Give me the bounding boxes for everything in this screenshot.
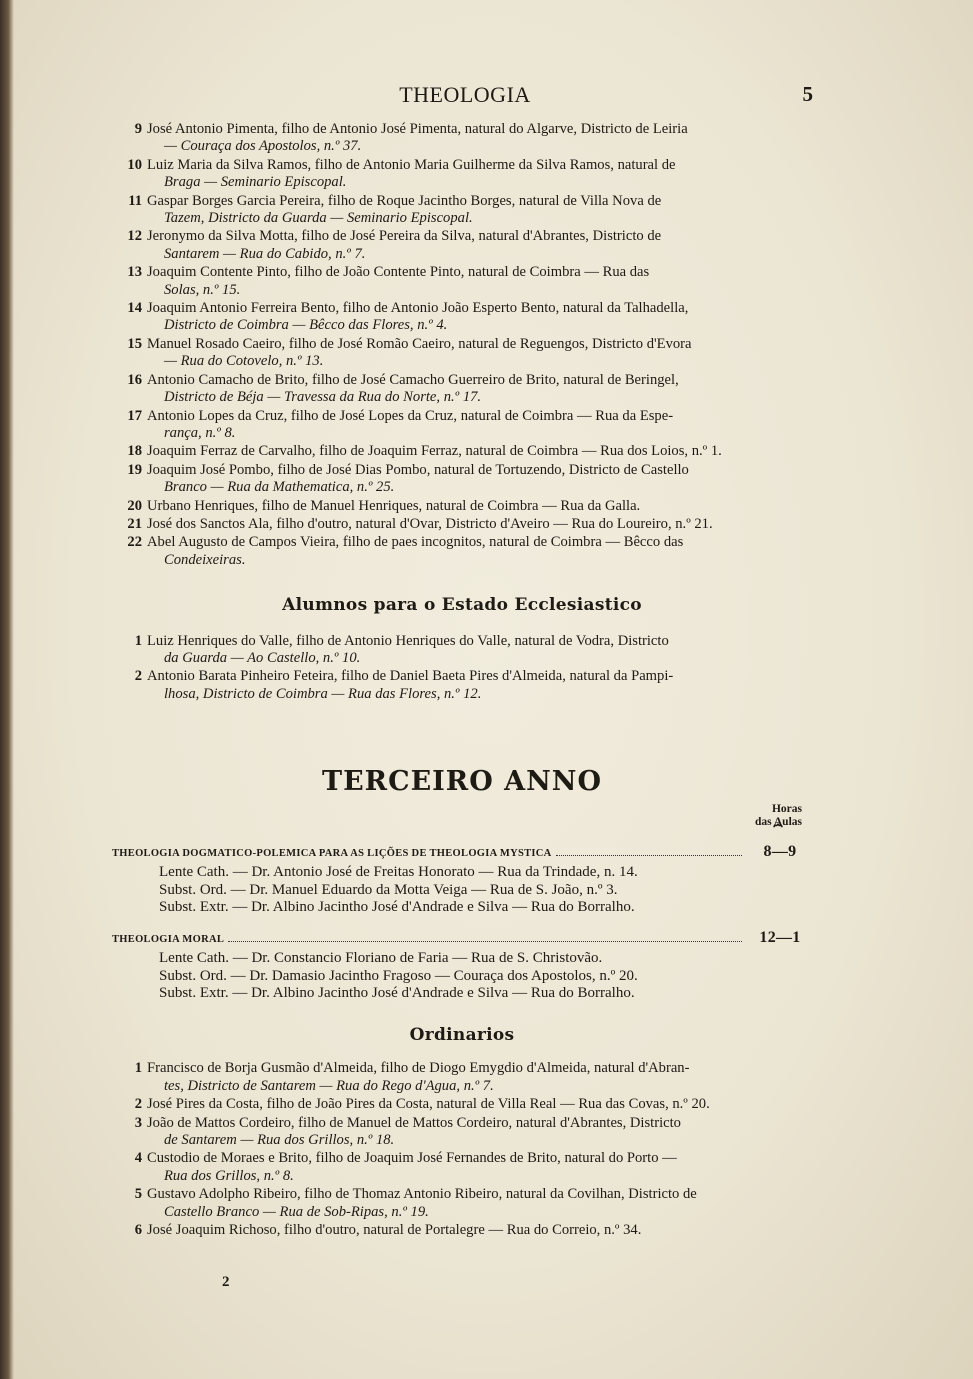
entry-text	[147, 516, 812, 533]
entry-name: Francisco de Borja Gusmão d'Almeida, filho de Diogo Emygdio d'Almeida, natural d'Abran-	[147, 1060, 690, 1077]
list-item	[112, 157, 812, 192]
entry-name: Luiz Maria da Silva Ramos, filho de Antonio Maria Guilherme da Silva Ramos, natural de	[147, 156, 676, 173]
entry-address: Braga — Seminario Episcopal.	[164, 174, 347, 191]
course-row	[112, 843, 812, 862]
entry-number: 14	[127, 300, 142, 317]
list-item	[112, 534, 812, 569]
entry-name: Gaspar Borges Garcia Pereira, filho de Roque Jacintho Borges, natural de Villa Nova de	[147, 192, 662, 209]
entry-number: 21	[127, 515, 142, 532]
list-item	[112, 668, 812, 703]
entry-name: Urbano Henriques, filho de Manuel Henriques, natural de Coimbra — Rua da Galla.	[147, 497, 641, 514]
entry-address: Districto de Béja — Travessa da Rua do Norte, n.º 17.	[164, 389, 482, 406]
entry-text	[147, 1186, 812, 1221]
staff-row: Lente Cath. — Dr. Constancio Floriano de Faria — Rua de S. Christovão.	[159, 950, 603, 967]
entry-address: da Guarda — Ao Castello, n.º 10.	[164, 649, 361, 666]
entry-number: 12	[127, 228, 142, 245]
list-item	[112, 462, 812, 497]
hours-label-2: das Aulas	[755, 815, 802, 828]
entry-address: tes, Districto de Santarem — Rua do Rego d'Agua, n.º 7.	[164, 1077, 494, 1094]
staff-row: Subst. Extr. — Dr. Albino Jacintho José d'Andrade e Silva — Rua do Borralho.	[159, 985, 635, 1002]
student-list-ordinarios	[112, 1060, 812, 1239]
entry-name: Joaquim Contente Pinto, filho de João Contente Pinto, natural de Coimbra — Rua das	[147, 264, 650, 281]
list-item	[112, 1060, 812, 1095]
entry-name: José dos Sanctos Ala, filho d'outro, natural d'Ovar, Districto d'Aveiro — Rua do Loureiro, n.º 21.	[147, 515, 713, 532]
entry-address: Castello Branco — Rua de Sob-Ripas, n.º 19.	[164, 1203, 429, 1220]
course-name: THEOLOGIA MORAL	[112, 933, 225, 945]
entry-name: Gustavo Adolpho Ribeiro, filho de Thomaz Antonio Ribeiro, natural da Covilhan, Districto de	[147, 1186, 697, 1203]
leader-dots	[556, 855, 742, 856]
entry-text	[147, 1096, 812, 1113]
list-item	[112, 1096, 812, 1113]
list-item	[112, 121, 812, 156]
hours-label: Horas	[771, 802, 802, 815]
entry-text	[147, 1150, 812, 1185]
entry-name: João de Mattos Cordeiro, filho de Manuel de Mattos Cordeiro, natural d'Abrantes, Districto	[147, 1114, 681, 1131]
entry-number: 17	[127, 407, 142, 424]
entry-number: 11	[128, 192, 142, 209]
entry-number: 6	[134, 1222, 142, 1239]
entry-text	[147, 228, 812, 263]
entry-name: José Joaquim Richoso, filho d'outro, natural de Portalegre — Rua do Correio, n.º 34.	[147, 1222, 642, 1239]
entry-name: José Pires da Costa, filho de João Pires da Costa, natural de Villa Real — Rua das Covas, n.º 20.	[147, 1096, 710, 1113]
entry-number: 13	[127, 264, 142, 281]
entry-text	[147, 462, 812, 497]
staff-row: Subst. Ord. — Dr. Damasio Jacintho Fragoso — Couraça dos Apostolos, n.º 20.	[159, 967, 638, 984]
entry-number: 2	[134, 1096, 142, 1113]
entry-address: Rua dos Grillos, n.º 8.	[164, 1167, 294, 1184]
entry-name: Joaquim Ferraz de Carvalho, filho de Joaquim Ferraz, natural de Coimbra — Rua dos Loios, n.º 1.	[147, 443, 722, 460]
entry-address: rança, n.º 8.	[164, 424, 236, 441]
list-item	[112, 336, 812, 371]
entry-name: Luiz Henriques do Valle, filho de Antonio Henriques do Valle, natural de Vodra, Districto	[147, 632, 669, 649]
list-item	[112, 498, 812, 515]
entry-address: Solas, n.º 15.	[164, 281, 241, 298]
entry-address: Santarem — Rua do Cabido, n.º 7.	[164, 245, 366, 262]
entry-address: Condeixeiras.	[164, 551, 246, 568]
brace-glyph: ⏞	[773, 824, 783, 841]
entry-text	[147, 193, 812, 228]
entry-number: 1	[134, 1060, 142, 1077]
entry-address: Districto de Coimbra — Bêcco das Flores, n.º 4.	[164, 317, 448, 334]
entry-text	[147, 264, 812, 299]
list-item	[112, 372, 812, 407]
section-title-ecclesiastico: Alumnos para o Estado Ecclesiastico	[282, 595, 642, 616]
list-item	[112, 408, 812, 443]
entry-number: 19	[127, 461, 142, 478]
entry-name: José Antonio Pimenta, filho de Antonio José Pimenta, natural do Algarve, Districto de Leiria	[147, 121, 688, 137]
page-number: 5	[802, 82, 813, 106]
entry-number: 15	[127, 335, 142, 352]
entry-text	[147, 668, 812, 703]
entry-text	[147, 121, 812, 156]
entry-number: 20	[127, 497, 142, 514]
page-body	[112, 121, 812, 1240]
entry-number: 4	[134, 1150, 142, 1167]
entry-address: Tazem, Districto da Guarda — Seminario Episcopal.	[164, 210, 473, 227]
entry-number: 16	[127, 371, 142, 388]
student-list-ecclesiastico	[112, 633, 812, 704]
staff-row: Lente Cath. — Dr. Antonio José de Freitas Honorato — Rua da Trindade, n. 14.	[159, 864, 638, 880]
entry-text	[147, 1060, 812, 1095]
entry-number: 22	[127, 534, 142, 551]
entry-name: Jeronymo da Silva Motta, filho de José Pereira da Silva, natural d'Abrantes, Districto de	[147, 228, 662, 245]
entry-text	[147, 372, 812, 407]
entry-text	[147, 1222, 812, 1239]
entry-text	[147, 300, 812, 335]
entry-number: 2	[134, 668, 142, 685]
list-item	[112, 1186, 812, 1221]
entry-address: — Rua do Cotovelo, n.º 13.	[164, 353, 324, 370]
entry-number: 18	[127, 443, 142, 460]
course-row	[112, 929, 812, 948]
entry-name: Antonio Barata Pinheiro Feteira, filho de Daniel Baeta Pires d'Almeida, natural da Pampi-	[147, 668, 674, 685]
entry-name: Manuel Rosado Caeiro, filho de José Romão Caeiro, natural de Reguengos, Districto d'Evora	[147, 335, 692, 352]
list-item	[112, 228, 812, 263]
list-item	[112, 264, 812, 299]
course-hours: 8—9	[763, 842, 797, 860]
entry-address: de Santarem — Rua dos Grillos, n.º 18.	[164, 1132, 395, 1148]
entry-text	[147, 498, 812, 515]
list-item	[112, 1150, 812, 1185]
entry-text	[147, 633, 812, 668]
course-hours: 12—1	[759, 928, 801, 946]
list-item	[112, 1115, 812, 1150]
staff-row: Subst. Ord. — Dr. Manuel Eduardo da Motta Veiga — Rua de S. João, n.º 3.	[159, 881, 618, 898]
entry-text	[147, 443, 812, 460]
entry-number: 1	[134, 632, 142, 649]
entry-name: Antonio Camacho de Brito, filho de José Camacho Guerreiro de Brito, natural de Beringel,	[147, 371, 679, 388]
entry-name: Antonio Lopes da Cruz, filho de José Lopes da Cruz, natural de Coimbra — Rua da Espe-	[147, 407, 674, 424]
list-item	[112, 300, 812, 335]
list-item	[112, 633, 812, 668]
entry-name: Joaquim Antonio Ferreira Bento, filho de Antonio João Esperto Bento, natural da Talhadella,	[147, 300, 689, 317]
course-staff	[112, 864, 812, 917]
entry-text	[147, 534, 812, 569]
list-item	[112, 516, 812, 533]
entry-text	[147, 408, 812, 443]
entry-address: lhosa, Districto de Coimbra — Rua das Flores, n.º 12.	[164, 685, 482, 702]
page-header	[115, 82, 815, 110]
staff-row: Subst. Extr. — Dr. Albino Jacintho José d'Andrade e Silva — Rua do Borralho.	[159, 899, 635, 916]
entry-number: 3	[134, 1114, 142, 1131]
course-name: THEOLOGIA DOGMATICO-POLEMICA PARA AS LIÇÕES DE THEOLOGIA MYSTICA	[112, 847, 552, 859]
entry-number: 5	[134, 1186, 142, 1203]
student-list-top	[112, 121, 812, 569]
list-item	[112, 193, 812, 228]
course-staff	[112, 950, 812, 1003]
entry-text	[147, 157, 812, 192]
entry-number: 9	[134, 121, 142, 137]
leader-dots	[228, 941, 742, 942]
section-title-ordinarios: Ordinarios	[409, 1024, 515, 1045]
list-item	[112, 443, 812, 460]
entry-text	[147, 1115, 812, 1150]
year-title: TERCEIRO ANNO	[322, 766, 602, 798]
hours-header	[112, 802, 812, 841]
entry-address: — Couraça dos Apostolos, n.º 37.	[164, 138, 362, 155]
entry-name: Joaquim José Pombo, filho de José Dias Pombo, natural de Tortuzendo, Districto de Castello	[147, 461, 689, 478]
entry-text	[147, 336, 812, 371]
entry-number: 10	[127, 156, 142, 173]
entry-address: Branco — Rua da Mathematica, n.º 25.	[164, 479, 395, 496]
running-title: THEOLOGIA	[399, 82, 531, 107]
entry-name: Custodio de Moraes e Brito, filho de Joaquim José Fernandes de Brito, natural do Porto —	[147, 1150, 677, 1167]
signature-mark: 2	[222, 1274, 230, 1290]
list-item	[112, 1222, 812, 1239]
entry-name: Abel Augusto de Campos Vieira, filho de paes incognitos, natural de Coimbra — Bêcco das	[147, 534, 684, 551]
